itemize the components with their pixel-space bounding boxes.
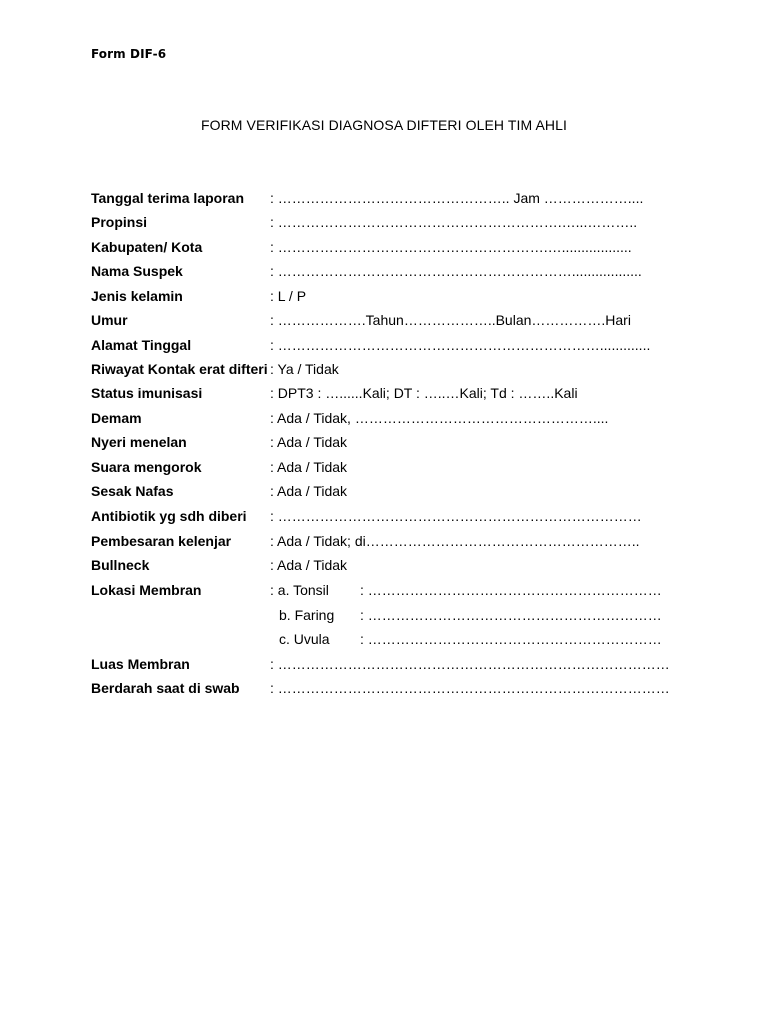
field-label: Tanggal terima laporan — [91, 190, 244, 206]
field-value: : ………………………………………………………………………… — [270, 680, 670, 696]
field-row-pembesaran-kelenjar — [91, 530, 691, 552]
field-value: : ………………………………………………….….................. — [270, 239, 632, 255]
field-label: Nyeri menelan — [91, 434, 187, 450]
field-label: Status imunisasi — [91, 385, 203, 401]
field-label: Suara mengorok — [91, 459, 202, 475]
field-row-alamat-tinggal — [91, 334, 691, 356]
field-value: : Ada / Tidak — [270, 434, 348, 450]
field-label: Pembesaran kelenjar — [91, 533, 232, 549]
field-row-kabupaten-kota — [91, 236, 691, 258]
field-row-lokasi-membran — [91, 579, 691, 601]
field-row-riwayat-kontak — [91, 358, 691, 380]
field-row-antibiotik — [91, 505, 691, 527]
field-label: Riwayat Kontak erat difteri — [91, 361, 268, 377]
field-label: Nama Suspek — [91, 263, 183, 279]
field-label: Kabupaten/ Kota — [91, 239, 203, 255]
field-row-status-imunisasi — [91, 382, 691, 404]
lokasi-item-name: : a. Tonsil — [270, 582, 329, 598]
field-row-propinsi — [91, 211, 691, 233]
field-label: Umur — [91, 312, 128, 328]
field-row-demam — [91, 407, 691, 429]
field-value: : ……………………………………………………………............. — [270, 337, 651, 353]
field-value: : Ada / Tidak — [270, 459, 348, 475]
field-label: Berdarah saat di swab — [91, 680, 240, 696]
field-row-nyeri-menelan — [91, 431, 691, 453]
field-value: : ………………………………………….. Jam ……………….... — [270, 190, 644, 206]
field-value: : …………………………………………………….…...……….. — [270, 214, 638, 230]
field-value: : ……………………………………………………….................. — [270, 263, 642, 279]
field-label: Luas Membran — [91, 656, 190, 672]
lokasi-item-detail: : ……………………………………………………… — [360, 631, 662, 647]
lokasi-item-detail: : ……………………………………………………… — [360, 582, 662, 598]
form-code: Form DIF-6 — [91, 47, 167, 61]
field-value: : Ada / Tidak; di………………………………………………….. — [270, 533, 640, 549]
lokasi-item-name: c. Uvula — [279, 631, 330, 647]
field-label: Alamat Tinggal — [91, 337, 192, 353]
field-label: Bullneck — [91, 557, 150, 573]
lokasi-item-detail: : ……………………………………………………… — [360, 607, 662, 623]
field-row-nama-suspek — [91, 260, 691, 282]
field-label: Jenis kelamin — [91, 288, 183, 304]
field-value: : Ada / Tidak, …………………………………………….... — [270, 410, 609, 426]
field-value: : DPT3 : …......Kali; DT : …..…Kali; Td : ……..Kali — [270, 385, 578, 401]
field-row-lokasi-uvula — [91, 628, 691, 650]
field-row-lokasi-faring — [91, 604, 691, 626]
field-value: : L / P — [270, 288, 307, 304]
field-row-bullneck — [91, 554, 691, 576]
page-title: FORM VERIFIKASI DIAGNOSA DIFTERI OLEH TIM AHLI — [200, 117, 568, 133]
field-label: Lokasi Membran — [91, 582, 202, 598]
field-value: : ………………………………………………………………………… — [270, 656, 670, 672]
field-value: : ……………….Tahun………………..Bulan…………….Hari — [270, 312, 631, 328]
field-row-jenis-kelamin — [91, 285, 691, 307]
field-label: Sesak Nafas — [91, 483, 174, 499]
field-label: Antibiotik yg sdh diberi — [91, 508, 247, 524]
field-label: Demam — [91, 410, 142, 426]
field-value: : Ya / Tidak — [270, 361, 339, 377]
field-row-sesak-nafas — [91, 480, 691, 502]
field-row-umur — [91, 309, 691, 331]
field-value: : …………………………………………………………………… — [270, 508, 642, 524]
field-value: : Ada / Tidak — [270, 483, 348, 499]
field-value: : Ada / Tidak — [270, 557, 348, 573]
field-label: Propinsi — [91, 214, 148, 230]
field-row-berdarah-saat-swab — [91, 677, 691, 699]
field-row-suara-mengorok — [91, 456, 691, 478]
field-row-tanggal-terima-laporan — [91, 187, 691, 209]
lokasi-item-name: b. Faring — [279, 607, 335, 623]
field-row-luas-membran — [91, 653, 691, 675]
